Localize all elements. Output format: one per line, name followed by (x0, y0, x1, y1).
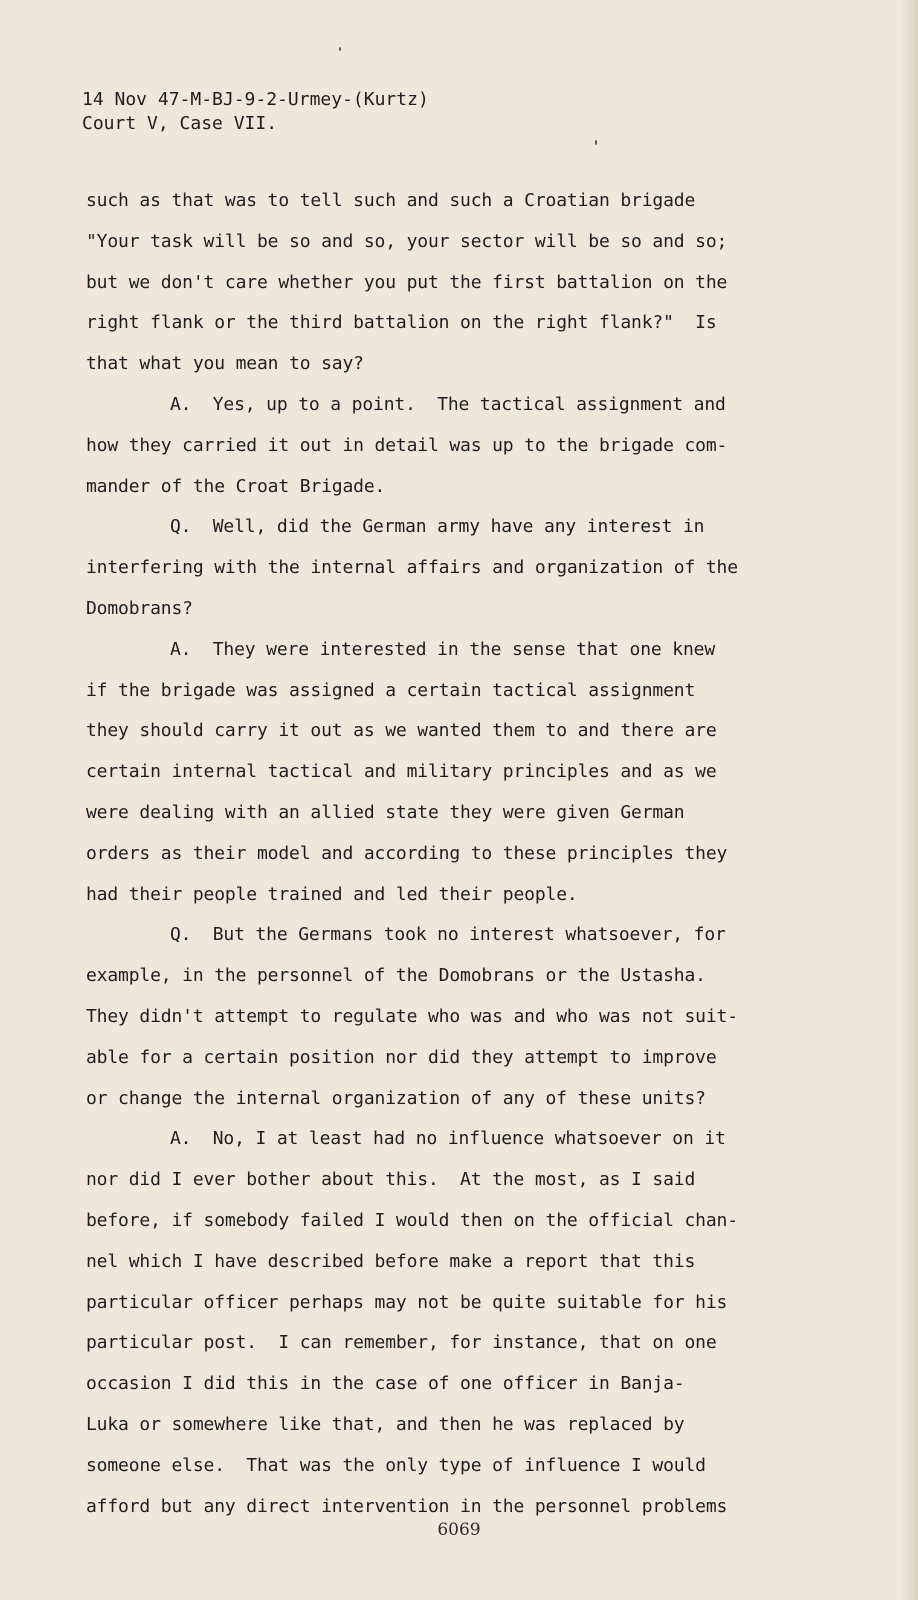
transcript-body (86, 181, 856, 1527)
transcript-line: particular post. I can remember, for instance, that on one (86, 1332, 717, 1354)
transcript-line: someone else. That was the only type of influence I would (86, 1454, 706, 1476)
transcript-line: interfering with the internal affairs and organization of the (86, 557, 738, 579)
transcript-line: orders as their model and according to these principles they (86, 842, 728, 864)
transcript-line: A. They were interested in the sense that one knew (170, 638, 716, 660)
header-line-2: Court V, Case VII. (82, 113, 278, 134)
transcript-line: or change the internal organization of any of these units? (86, 1087, 706, 1109)
transcript-line: mander of the Croat Brigade. (86, 475, 386, 497)
transcript-line: particular officer perhaps may not be quite suitable for his (86, 1291, 728, 1313)
transcript-line: how they carried it out in detail was up to the brigade com- (86, 434, 728, 456)
transcript-line: Q. But the Germans took no interest whatsoever, for (170, 924, 726, 946)
transcript-line: A. Yes, up to a point. The tactical assignment and (170, 393, 726, 415)
transcript-line: Luka or somewhere like that, and then he was replaced by (86, 1413, 685, 1435)
transcript-line: nel which I have described before make a report that this (86, 1250, 696, 1272)
transcript-line: before, if somebody failed I would then on the official chan- (86, 1209, 738, 1231)
transcript-line: but we don't care whether you put the first battalion on the (86, 271, 728, 293)
transcript-line: such as that was to tell such and such a Croatian brigade (86, 190, 696, 211)
page-number: 6069 (437, 1520, 481, 1540)
transcript-line: nor did I ever bother about this. At the most, as I said (86, 1169, 696, 1191)
page-edge-shadow (900, 0, 918, 1600)
transcript-line: were dealing with an allied state they were given German (86, 801, 685, 823)
transcript-line: afford but any direct intervention in the personnel problems (86, 1495, 728, 1517)
document-header (82, 88, 429, 136)
transcript-line: A. No, I at least had no influence whatsoever on it (170, 1128, 726, 1150)
transcript-line: "Your task will be so and so, your sector will be so and so; (86, 230, 728, 252)
transcript-line: they should carry it out as we wanted them to and there are (86, 720, 717, 742)
transcript-line: right flank or the third battalion on the right flank?" Is (86, 312, 717, 334)
transcript-line: that what you mean to say? (86, 353, 364, 375)
transcript-line: occasion I did this in the case of one officer in Banja- (86, 1373, 685, 1395)
transcript-line: if the brigade was assigned a certain tactical assignment (86, 679, 696, 701)
transcript-line: They didn't attempt to regulate who was and who was not suit- (86, 1005, 738, 1027)
transcript-line: Q. Well, did the German army have any interest in (170, 516, 705, 538)
paper-speck (339, 47, 341, 51)
paper-speck (595, 140, 597, 145)
transcript-line: Domobrans? (86, 597, 193, 619)
transcript-line: certain internal tactical and military principles and as we (86, 761, 717, 783)
transcript-line: example, in the personnel of the Domobrans or the Ustasha. (86, 965, 706, 987)
header-line-1: 14 Nov 47-M-BJ-9-2-Urmey-(Kurtz) (82, 89, 429, 110)
transcript-line: had their people trained and led their people. (86, 883, 578, 905)
transcript-line: able for a certain position nor did they attempt to improve (86, 1046, 717, 1068)
